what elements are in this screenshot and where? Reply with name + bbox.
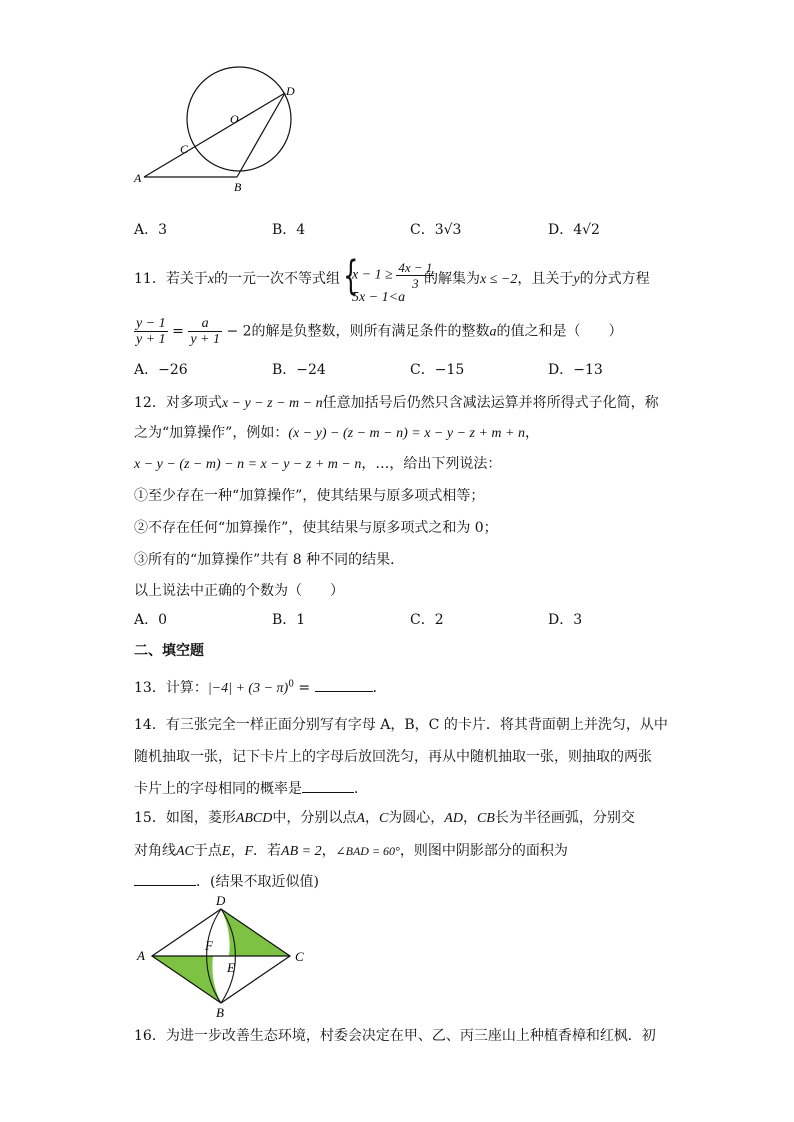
rhombus-figure — [133, 893, 313, 1018]
q11-inequality-system — [340, 250, 433, 306]
q14-line2: 随机抽取一张，记下卡片上的字母后放回洗匀，再从中随机抽取一张，则抽取的两张 — [134, 749, 652, 765]
q10-option-b: B．4 — [272, 222, 306, 238]
q16-line1: 16．为进一步改善生态环境，村委会决定在甲、乙、丙三座山上种植香樟和红枫．初 — [134, 1028, 656, 1044]
ineq2: 5x − 1<a — [352, 290, 406, 305]
label-c: C — [180, 142, 189, 156]
q11-line1: 11．若关于x的一元一次不等式组 — [134, 271, 341, 287]
circle-figure — [130, 65, 310, 200]
answer-blank[interactable] — [134, 872, 196, 886]
brace-icon: { — [343, 253, 359, 299]
q12-statement-3: ③所有的“加算操作”共有 8 种不同的结果． — [134, 552, 405, 568]
q11-option-c: C．−15 — [410, 362, 465, 378]
label-c: C — [295, 949, 304, 964]
q12-statement-2: ②不存在任何“加算操作”，使其结果与原多项式之和为 0； — [134, 520, 498, 536]
q11-line1-tail: 的解集为x ≤ −2，且关于y的分式方程 — [424, 271, 650, 287]
q15-line1: 15．如图，菱形ABCD中，分别以点A，C为圆心，AD，CB长为半径画弧，分别交 — [134, 810, 635, 826]
q11-option-a: A．−26 — [134, 362, 188, 378]
ineq1: x − 1 ≥ $\frac{4x - 1}{3}$ — [352, 260, 433, 291]
q14-line1: 14．有三张完全一样正面分别写有字母 A，B，C 的卡片．将其背面朝上并洗匀，从中 — [134, 717, 668, 733]
q14-line3: 卡片上的字母相同的概率是 ． — [134, 781, 368, 797]
q11-option-d: D．−13 — [548, 362, 603, 378]
q13: 13．计算：$|-4| + (3 - \pi)^0$ = ． — [134, 679, 387, 696]
q12-option-d: D．3 — [548, 612, 583, 628]
q11-line2: $\frac{y - 1}{y + 1}$ = $\frac{a}{y + 1}$ − 2的解是负整数，则所有满足条件的整数a的值之和是（ ） — [136, 316, 623, 347]
q12-option-b: B．1 — [272, 612, 306, 628]
label-b: B — [216, 1005, 224, 1018]
q12-line2: 之为“加算操作”，例如：(x − y) − (z − m − n) = x − y − z + m + n， — [134, 425, 539, 441]
q12-option-c: C．2 — [410, 612, 444, 628]
label-a: A — [134, 171, 142, 185]
q12-line1: 12．对多项式x − y − z − m − n任意加括号后仍然只含减法运算并将所得式子化简，称 — [134, 395, 659, 411]
label-b: B — [234, 180, 242, 194]
q10-option-c: C．3√3 — [410, 222, 462, 238]
label-o: O — [230, 112, 239, 126]
label-d: D — [286, 84, 295, 98]
q15-line2: 对角线AC于点E，F．若AB = 2，∠BAD = 60°，则图中阴影部分的面积为 — [134, 843, 568, 859]
section-heading: 二、填空题 — [134, 643, 204, 659]
q12-statement-1: ①至少存在一种“加算操作”，使其结果与原多项式相等； — [134, 488, 485, 504]
q10-option-d: D．4√2 — [548, 222, 600, 238]
label-d: D — [216, 893, 226, 908]
label-a: A — [137, 948, 145, 963]
label-e: E — [227, 960, 235, 975]
circle-o — [187, 67, 291, 171]
q12-option-a: A．0 — [134, 612, 168, 628]
q11-option-b: B．−24 — [272, 362, 326, 378]
q15-line3: ．(结果不取近似值) — [134, 871, 319, 891]
q12-question: 以上说法中正确的个数为（ ） — [134, 583, 344, 599]
label-f: F — [205, 938, 213, 953]
answer-blank[interactable] — [315, 678, 373, 692]
q10-option-a: A．3 — [134, 222, 168, 238]
answer-blank[interactable] — [302, 779, 354, 793]
q12-line3: x − y − (z − m) − n = x − y − z + m − n，…，给出下列说法： — [134, 456, 502, 472]
segment-bd — [237, 93, 285, 177]
